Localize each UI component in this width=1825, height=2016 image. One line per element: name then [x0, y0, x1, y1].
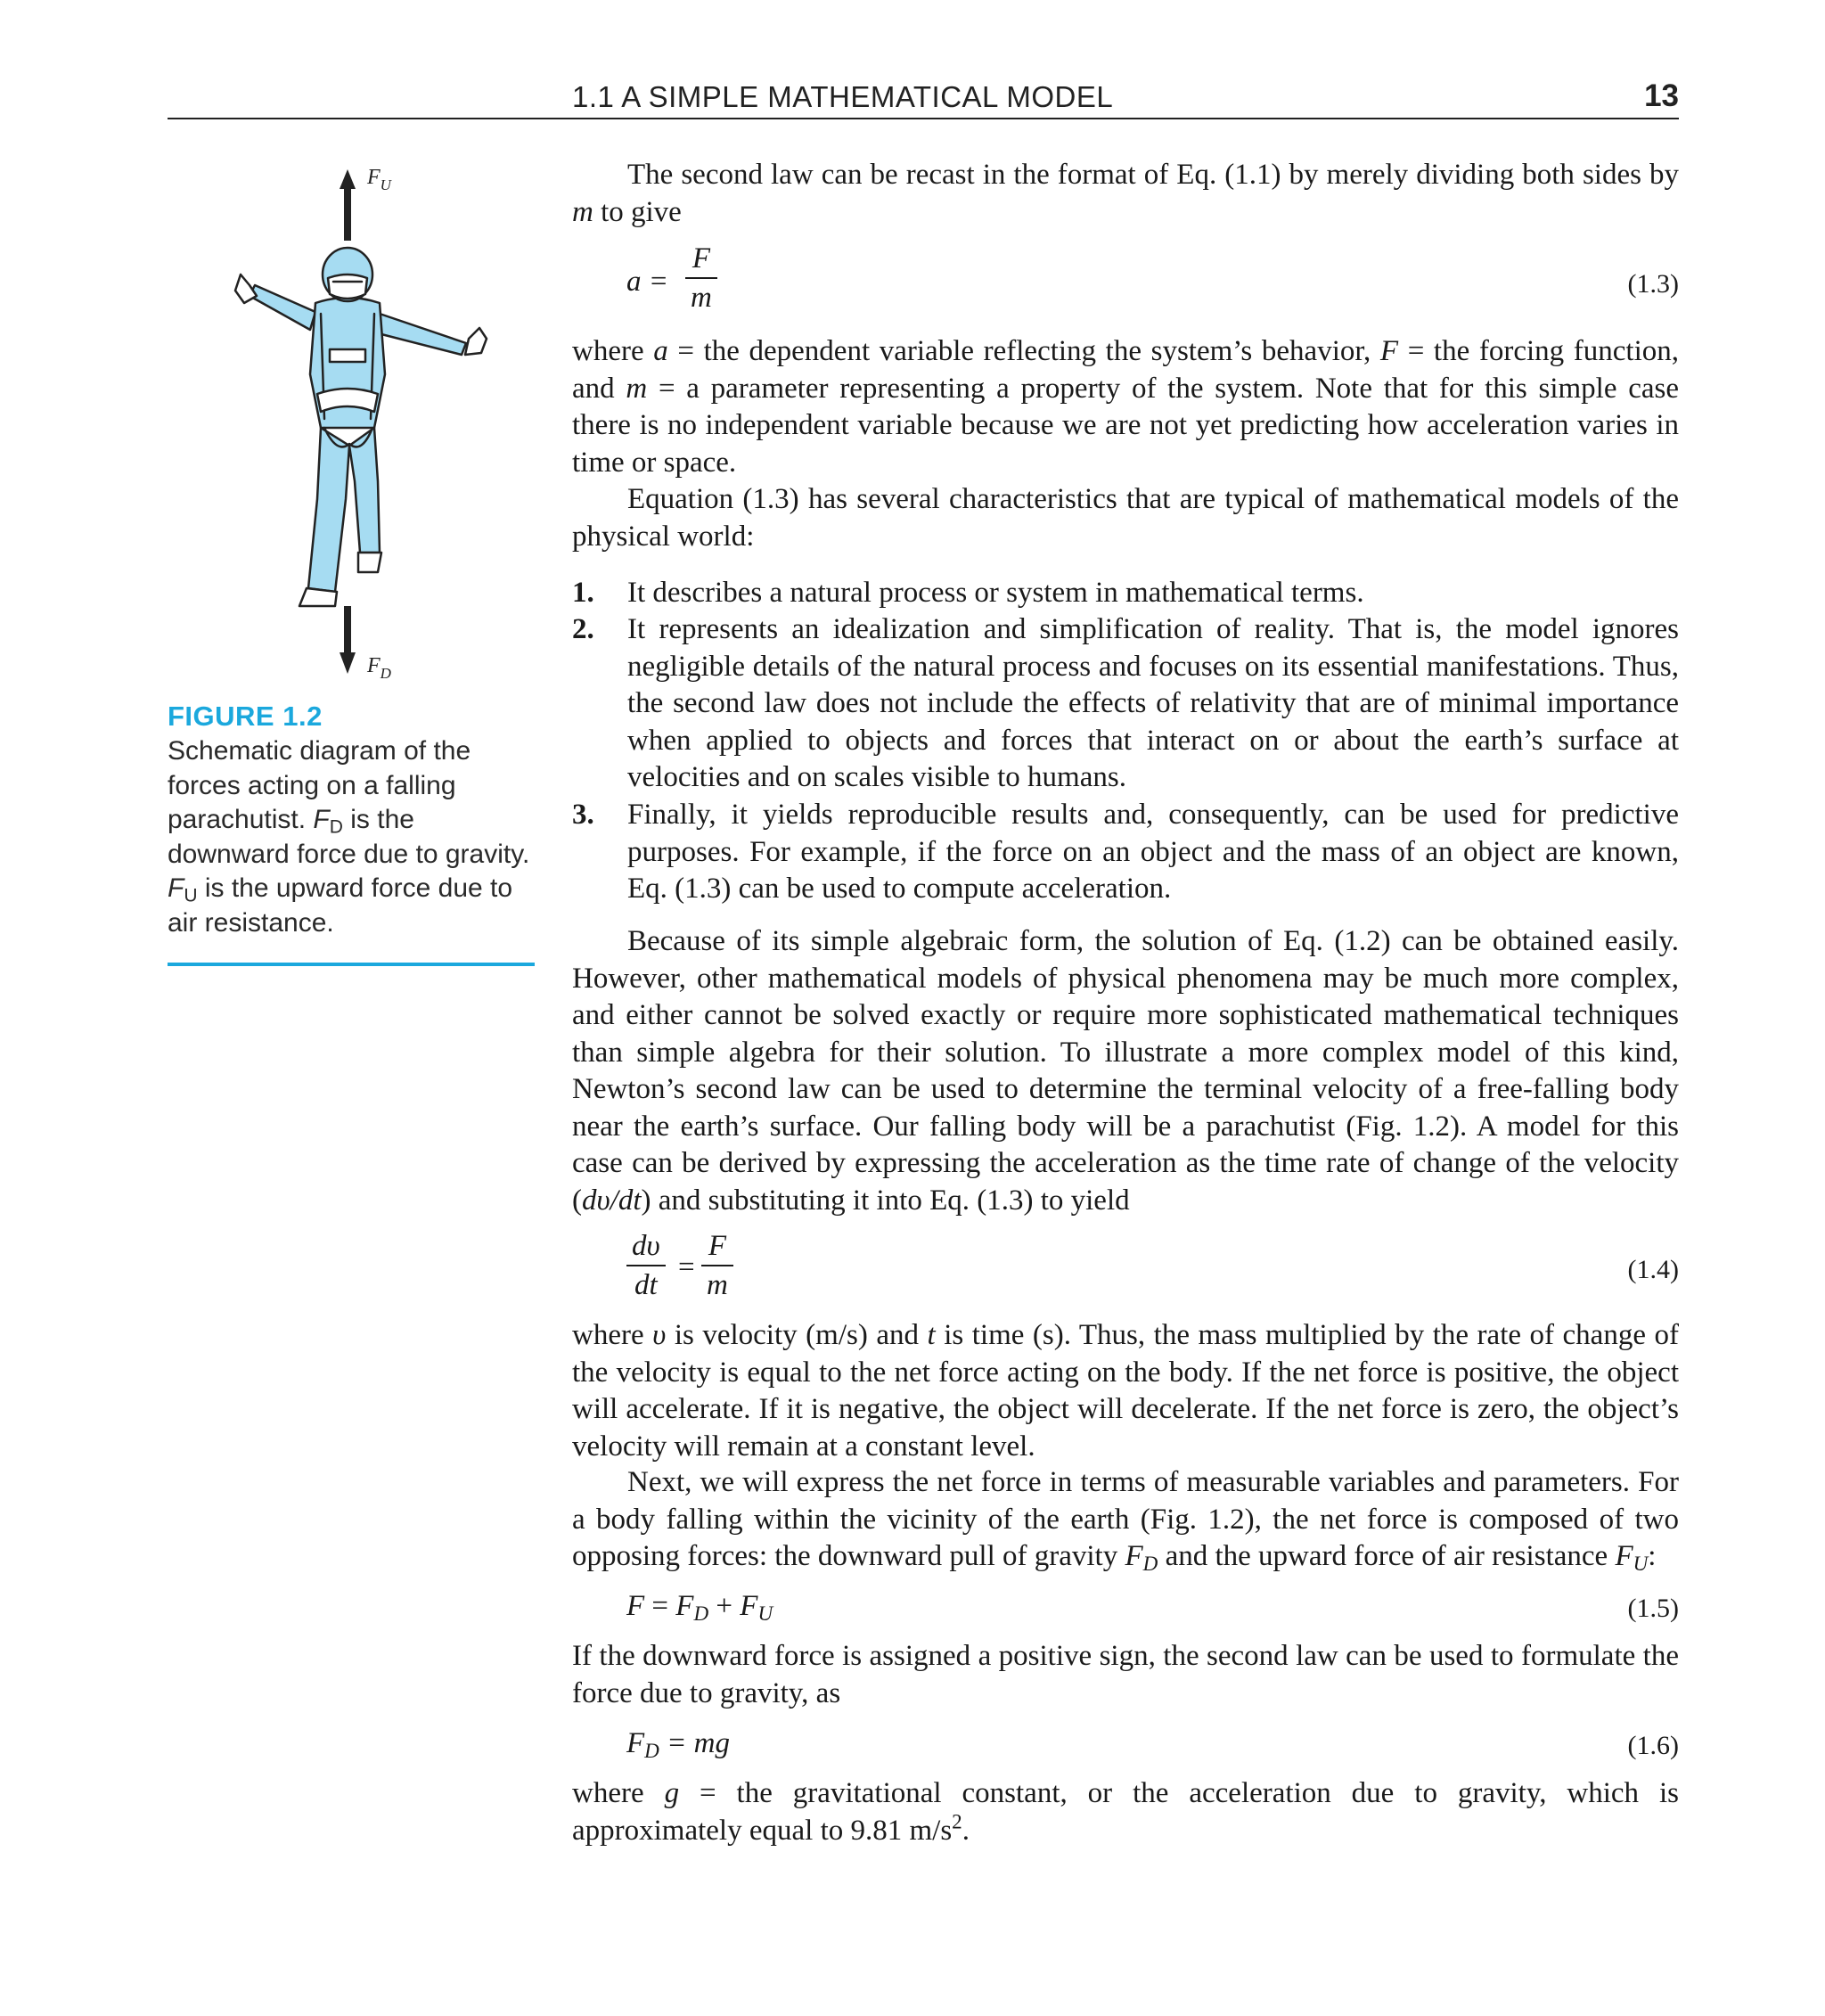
force-down-arrow: [340, 606, 356, 674]
paragraph-3: Equation (1.3) has several characteristics that are typical of mathematical models of the physical world:: [572, 483, 1679, 553]
equation-number: (1.4): [1627, 1255, 1679, 1284]
paragraph-5: where υ is velocity (m/s) and t is time (s). Thus, the mass multiplied by the rate of change of the velocity is equal to the net force acting on the body. If the net force is positive, the object will accelerate. If it is negative, the object will decelerate. If the net force is zero, the object’s velocity will remain at a constant level.: [572, 1319, 1679, 1463]
parachutist-body: [235, 248, 487, 606]
running-head-title: 1.1 A SIMPLE MATHEMATICAL MODEL: [572, 80, 1114, 113]
equation-1-3: a = $\frac{F}{m}$ (1.3): [626, 242, 1679, 314]
force-up-arrow: [340, 169, 356, 241]
list-item: 3. Finally, it yields reproducible results and, consequently, can be used for predictive purposes. For example, if the force on an object and the mass of an object are known, Eq. (1.3) can be used to compute acceleration.: [572, 799, 1679, 905]
force-up-label: $F_U$: [367, 166, 391, 193]
equation-number: (1.6): [1627, 1731, 1679, 1760]
equation-1-6: $F_D$ = mg (1.6): [626, 1727, 1679, 1762]
header-rule: [168, 118, 1679, 119]
parachutist-figure: [168, 160, 560, 695]
equation-1-4: $\frac{d\upsilon}{dt}$ = $\frac{F}{m}$ (1.4): [626, 1230, 1679, 1314]
list-item: 2. It represents an idealization and simplification of reality. That is, the model ignores negligible details of the natural process and focuses on its essential manifestations. Thus, the second law does not include the effects of relativity that are of minimal importance when applied to objects and forces that interact on or about the earth’s surface at velocities and on scales visible to humans.: [572, 613, 1679, 793]
equation-number: (1.5): [1627, 1594, 1679, 1623]
paragraph-4: Because of its simple algebraic form, the solution of Eq. (1.2) can be obtained easily. However, other mathematical models of physical phenomena may be much more complex, and either cannot be solved exactly or require more sophisticated mathematical techniques than simple algebra for their solution. To illustrate a more complex model of this kind, Newton’s second law can be used to determine the terminal velocity of a free-falling body near the earth’s surface. Our falling body will be a parachutist (Fig. 1.2). A model for this case can be derived by expressing the acceleration as the time rate of change of the velocity (dυ/dt) and substituting it into Eq. (1.3) to yield: [572, 925, 1679, 1217]
equation-number: (1.3): [1627, 269, 1679, 299]
paragraph-1: The second law can be recast in the format of Eq. (1.1) by merely dividing both sides by m to give: [572, 159, 1679, 228]
paragraph-8: where g = the gravitational constant, or the acceleration due to gravity, which is approximately equal to 9.81 $m/s^2$.: [572, 1777, 1679, 1847]
equation-1-5: $F = F_D + F_U$ (1.5): [626, 1590, 1679, 1625]
paragraph-2: where a = the dependent variable reflecting the system’s behavior, F = the forcing function, and m = a parameter representing a property of the system. Note that for this simple case there is no independent variable because we are not yet predicting how acceleration varies in time or space.: [572, 335, 1679, 479]
figure-label: FIGURE 1.2: [168, 701, 323, 732]
page-number: 13: [1644, 78, 1679, 113]
paragraph-6: Next, we will express the net force in terms of measurable variables and parameters. For a body falling within the vicinity of the earth (Fig. 1.2), the net force is composed of two opposing forces: the downward pull of gravity $F_D$ and the upward force of air resistance $F_U$:: [572, 1466, 1679, 1575]
figure-caption-rule: [168, 963, 535, 966]
force-down-label: $F_D$: [367, 654, 391, 682]
list-item: 1. It describes a natural process or system in mathematical terms.: [572, 577, 1364, 609]
figure-caption: Schematic diagram of the forces acting on a falling parachutist. $F_D$ is the downward force due to gravity. $F_U$ is the upward force due to air resistance.: [168, 736, 530, 938]
paragraph-7: If the downward force is assigned a positive sign, the second law can be used to formulate the force due to gravity, as: [572, 1640, 1679, 1709]
